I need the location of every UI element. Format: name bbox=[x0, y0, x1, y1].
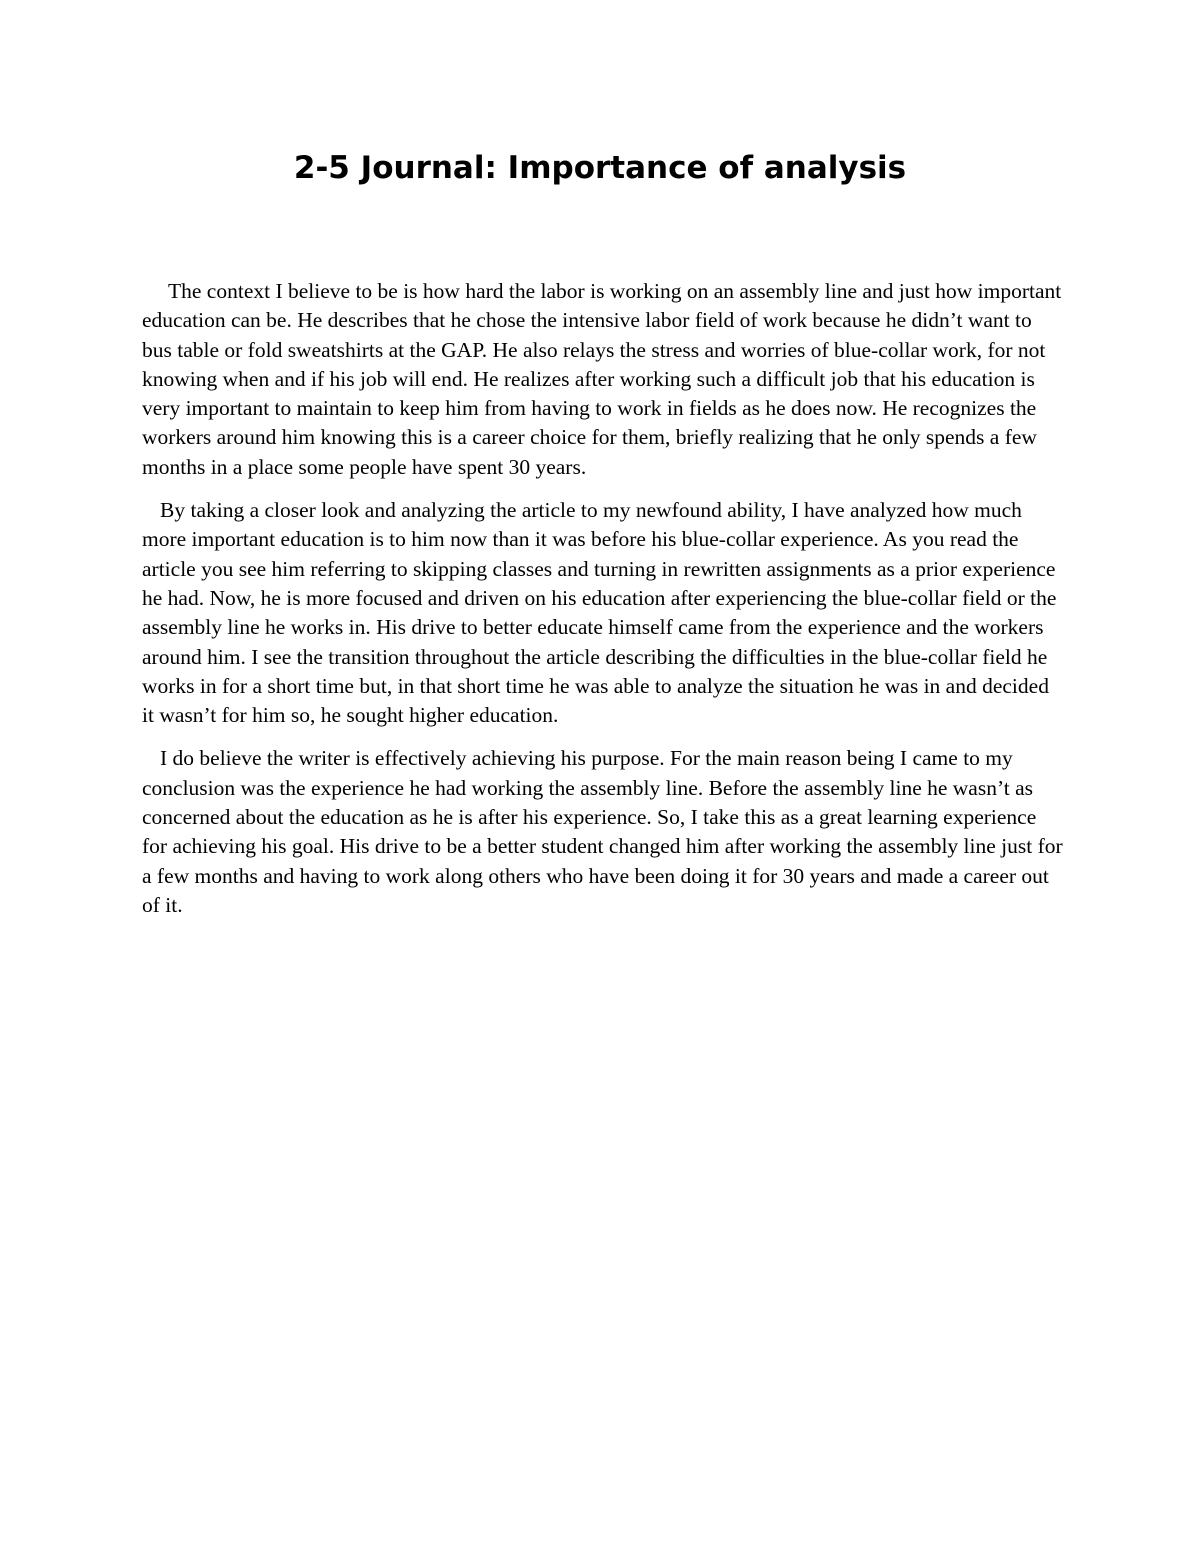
paragraph-3: I do believe the writer is effectively achieving his purpose. For the main reason being I came to my conclusion was the experience he had working the assembly line. Before the assembly line he wasn’t as concerned about the education as he is after his experience. So, I take this as a great learning experience for achieving his goal. His drive to be a better student changed him after working the assembly line just for a few months and having to work along others who have been doing it for 30 years and made a career out of it. bbox=[142, 746, 1063, 917]
paragraph-1: The context I believe to be is how hard the labor is working on an assembly line and just how important education can be. He describes that he chose the intensive labor field of work because he didn’t want to bus table or fold sweatshirts at the GAP. He also relays the stress and worries of blue-collar work, for not knowing when and if his job will end. He realizes after working such a difficult job that his education is very important to maintain to keep him from having to work in fields as he does now. He recognizes the workers around him knowing this is a career choice for them, briefly realizing that he only spends a few months in a place some people have spent 30 years. bbox=[142, 279, 1062, 479]
document-body bbox=[142, 277, 1064, 934]
paragraph-2: By taking a closer look and analyzing the article to my newfound ability, I have analyzed how much more important education is to him now than it was before his blue-collar experience. As you read the article you see him referring to skipping classes and turning in rewritten assignments as a prior experience he had. Now, he is more focused and driven on his education after experiencing the blue-collar field or the assembly line he works in. His drive to better educate himself came from the experience and the workers around him. I see the transition throughout the article describing the difficulties in the blue-collar field he works in for a short time but, in that short time he was able to analyze the situation he was in and decided it wasn’t for him so, he sought higher education. bbox=[142, 498, 1057, 728]
document-title: 2-5 Journal: Importance of analysis bbox=[293, 150, 907, 186]
